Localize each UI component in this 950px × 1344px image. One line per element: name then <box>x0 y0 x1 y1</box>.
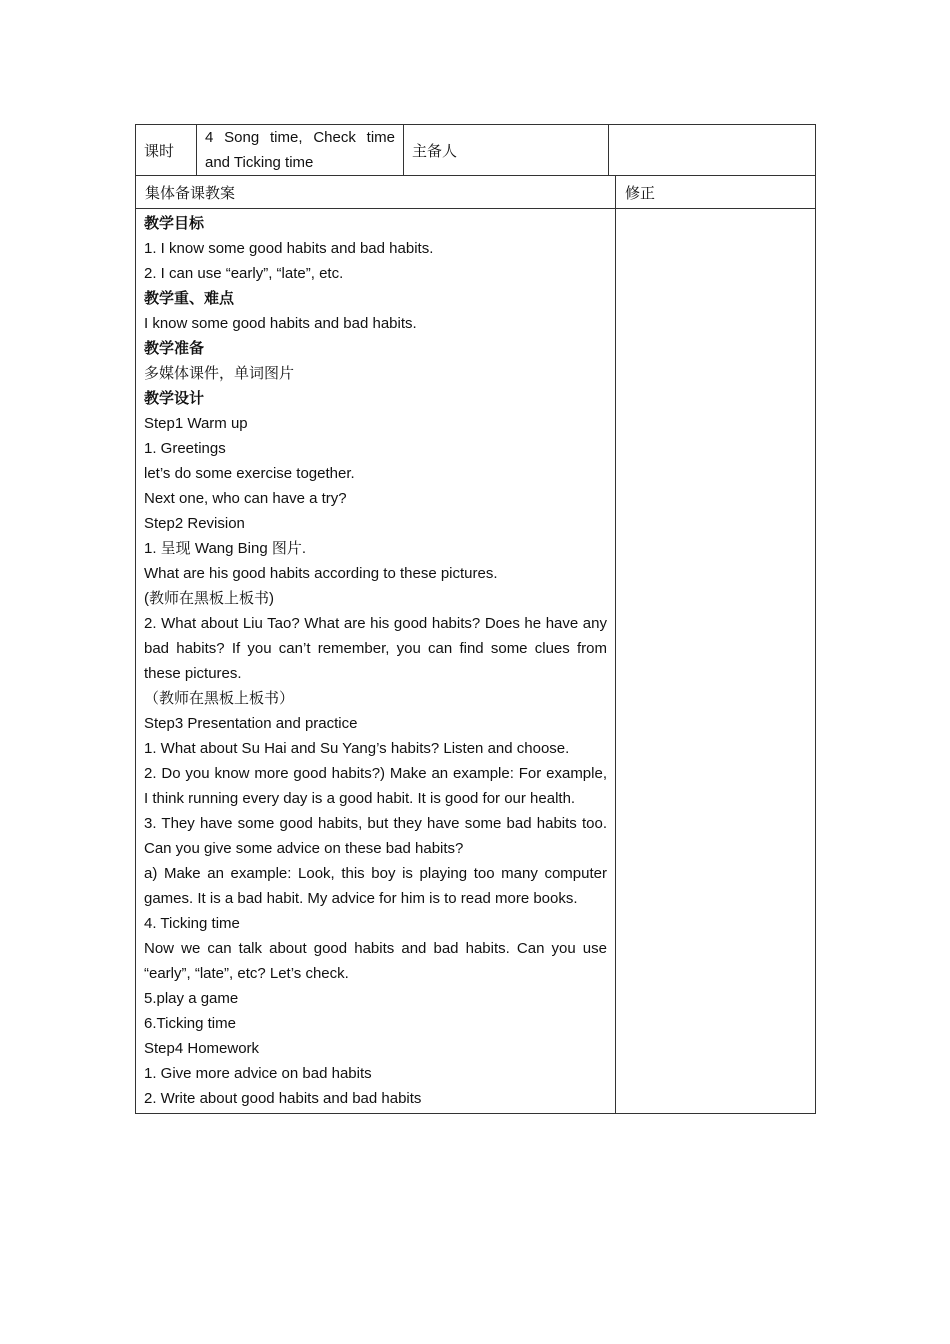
plan-label: 集体备课教案 <box>136 176 616 209</box>
revision-column <box>616 209 816 1114</box>
content-line: let’s do some exercise together. <box>144 465 355 482</box>
content-line: 3. They have some good habits, but they have some bad habits too. Can you give some advice on these bad habits? <box>144 815 607 857</box>
content-line: Step4 Homework <box>144 1040 260 1057</box>
preparer-label: 主备人 <box>404 125 609 176</box>
section-heading: 教学准备 <box>144 340 205 357</box>
content-line: 多媒体课件，单词图片 <box>144 365 295 382</box>
content-line: 1. 呈现 Wang Bing 图片. <box>144 540 306 557</box>
content-line: 2. Write about good habits and bad habits <box>144 1090 422 1107</box>
period-value: 4 Song time, Check time and Ticking time <box>197 125 404 176</box>
content-line: Next one, who can have a try? <box>144 490 347 507</box>
section-heading: 教学设计 <box>144 390 205 407</box>
content-line: 1. I know some good habits and bad habits. <box>144 240 434 257</box>
content-line: 1. Greetings <box>144 440 226 457</box>
content-line: 2. What about Liu Tao? What are his good habits? Does he have any bad habits? If you can’t remember, you can find some clues from these pictures. <box>144 615 607 682</box>
plan-content <box>136 209 616 1114</box>
period-label: 课时 <box>136 125 197 176</box>
content-line: a) Make an example: Look, this boy is playing too many computer games. It is a bad habit. My advice for him is to read more books. <box>144 865 607 907</box>
content-line: Step3 Presentation and practice <box>144 715 358 732</box>
preparer-value <box>609 125 816 176</box>
content-line: Now we can talk about good habits and bad habits. Can you use “early”, “late”, etc? Let’s check. <box>144 940 607 982</box>
content-line: I know some good habits and bad habits. <box>144 315 417 332</box>
content-line: 1. Give more advice on bad habits <box>144 1065 372 1082</box>
header-row <box>136 125 816 176</box>
content-line: （教师在黑板上板书） <box>144 690 295 707</box>
content-list <box>144 211 607 1111</box>
content-line: 2. Do you know more good habits?) Make an example: For example, I think running every day is a good habit. It is good for our health. <box>144 765 607 807</box>
content-line: 2. I can use “early”, “late”, etc. <box>144 265 344 282</box>
content-line: Step1 Warm up <box>144 415 248 432</box>
section-heading: 教学重、难点 <box>144 290 235 307</box>
subheader-row <box>136 176 816 209</box>
body-row <box>136 209 816 1114</box>
revision-label: 修正 <box>616 176 816 209</box>
content-line: 5.play a game <box>144 990 239 1007</box>
content-line: (教师在黑板上板书) <box>144 590 274 607</box>
content-line: 4. Ticking time <box>144 915 240 932</box>
content-line: What are his good habits according to these pictures. <box>144 565 498 582</box>
content-line: 6.Ticking time <box>144 1015 236 1032</box>
lesson-plan-table <box>135 124 816 1114</box>
section-heading: 教学目标 <box>144 215 205 232</box>
content-line: Step2 Revision <box>144 515 245 532</box>
content-line: 1. What about Su Hai and Su Yang’s habits? Listen and choose. <box>144 740 570 757</box>
lesson-plan-sheet <box>135 124 815 1114</box>
